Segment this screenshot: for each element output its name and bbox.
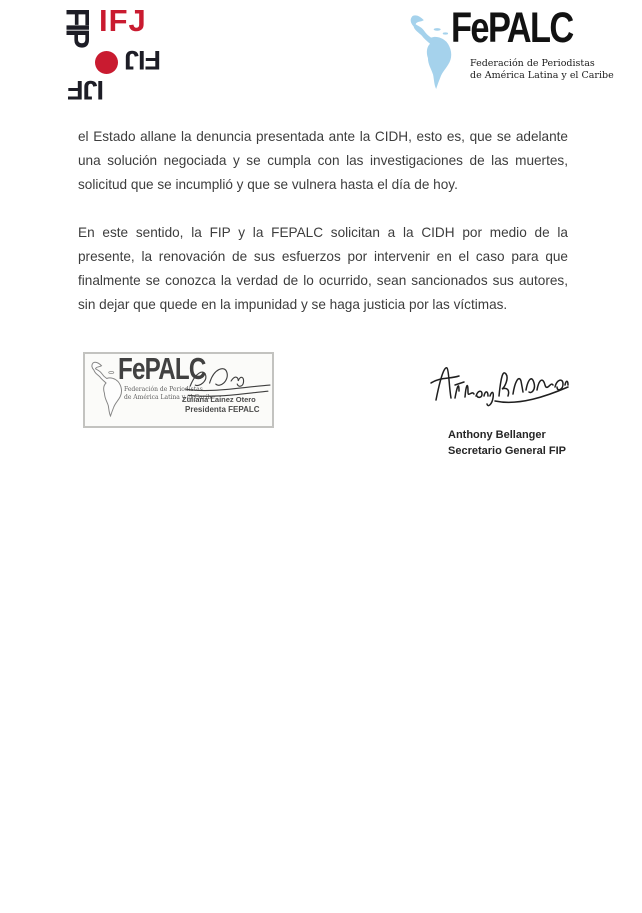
right-signature-text bbox=[448, 427, 566, 459]
fepalc-stamp-subtitle-line2: de América Latina y el Caribe bbox=[124, 393, 215, 401]
fepalc-stamp-wordmark: FePALC bbox=[118, 351, 206, 386]
anthony-signature-scribble bbox=[428, 354, 570, 416]
paragraph-2: En este sentido, la FIP y la FEPALC solicitan a la CIDH por medio de la presente, la renovación de sus esfuerzos por intervenir en el caso para que finalmente se conozca la verdad de lo ocurrido, sean sancionados sus autores, sin dejar que quede en la impunidad y se haga justicia por las víctimas. bbox=[78, 225, 568, 312]
zuliana-signature-scribble bbox=[182, 363, 272, 399]
right-signature-name: Anthony Bellanger bbox=[448, 429, 546, 441]
letter-body bbox=[78, 125, 568, 317]
fepalc-wordmark: FePALC bbox=[451, 4, 573, 52]
red-dot-icon bbox=[95, 51, 118, 74]
right-signature-title: Secretario General FIP bbox=[448, 445, 566, 457]
fepalc-subtitle bbox=[470, 58, 614, 81]
ifj-logo-word-fip: FIP bbox=[59, 8, 95, 46]
left-signature-name: Zuliana Lainez Otero bbox=[182, 395, 256, 404]
fepalc-subtitle-line2: de América Latina y el Caribe bbox=[470, 69, 614, 81]
fepalc-subtitle-line1: Federación de Periodistas bbox=[470, 58, 595, 69]
ifj-logo-word-ijf: IJF bbox=[68, 75, 105, 105]
fepalc-signature-box bbox=[83, 352, 274, 428]
left-signature-title: Presidenta FEPALC bbox=[185, 405, 260, 414]
fepalc-logo bbox=[405, 4, 614, 94]
fepalc-stamp-subtitle-line1: Federación de Periodistas bbox=[124, 386, 203, 393]
paragraph-1: el Estado allane la denuncia presentada ante la CIDH, esto es, que se adelante una solución negociada y se cumpla con las investigaciones de las muertes, solicitud que se incumplió y que se vulnera hasta el día de hoy. bbox=[78, 129, 568, 192]
ifj-fip-logo bbox=[57, 3, 165, 108]
ifj-logo-word-fij: FIJ bbox=[125, 45, 162, 75]
fip-signature-block bbox=[428, 350, 588, 460]
ifj-logo-word-ifj: IFJ bbox=[99, 3, 147, 38]
latin-america-map-icon bbox=[405, 14, 455, 90]
